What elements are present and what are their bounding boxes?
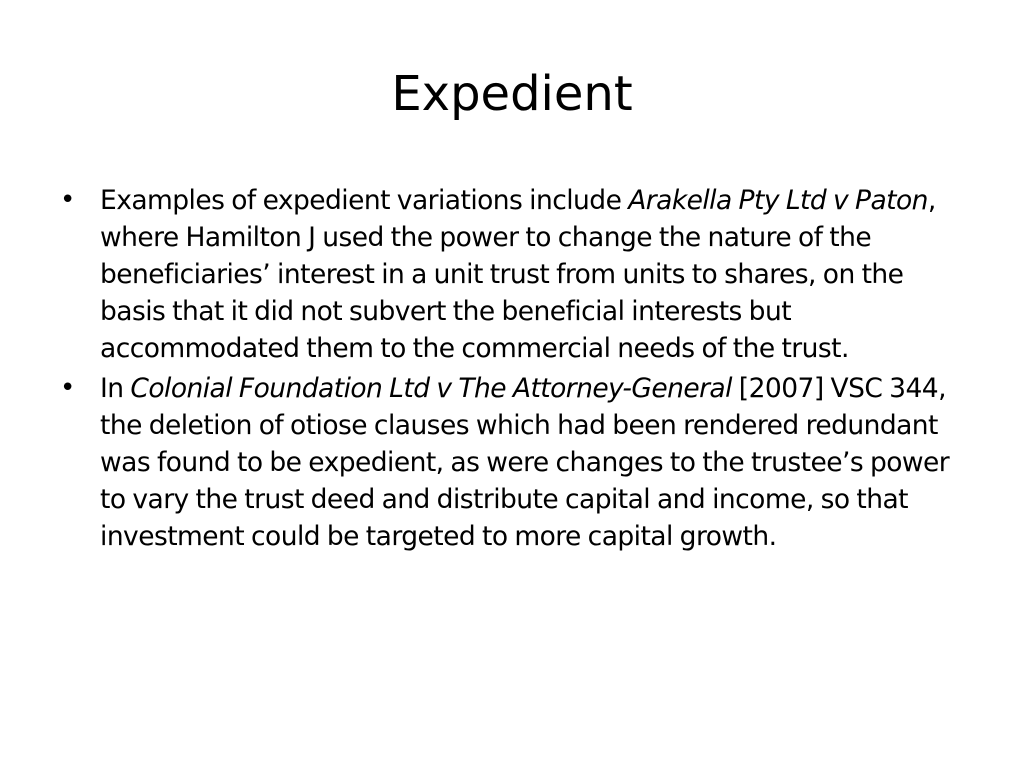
case-name: Colonial Foundation Ltd v The Attorney-General [130, 373, 732, 404]
bullet-item [58, 182, 970, 367]
slide-title: Expedient [391, 66, 633, 122]
bullet-text-segment: , where Hamilton J used the power to change the nature of the beneficiaries’ interest in a unit trust from units to shares, on the basis that it did not subvert the beneficial interests but accommodated them to the commercial needs of the trust. [100, 185, 936, 364]
bullet-text-segment: Examples of expedient variations include [100, 185, 629, 216]
bullet-text-segment: [2007] VSC 344, the deletion of otiose clauses which had been rendered redundant was found to be expedient, as were changes to the trustee’s power to vary the trust deed and distribute capital and income, so that investment could be targeted to more capital growth. [100, 373, 950, 552]
case-name: Arakella Pty Ltd v Paton [628, 185, 928, 216]
bullet-text-segment: In [100, 373, 131, 404]
bullet-list [58, 182, 970, 558]
bullet-marker: • [60, 185, 75, 215]
bullet-item [58, 370, 970, 555]
bullet-marker: • [60, 373, 75, 403]
